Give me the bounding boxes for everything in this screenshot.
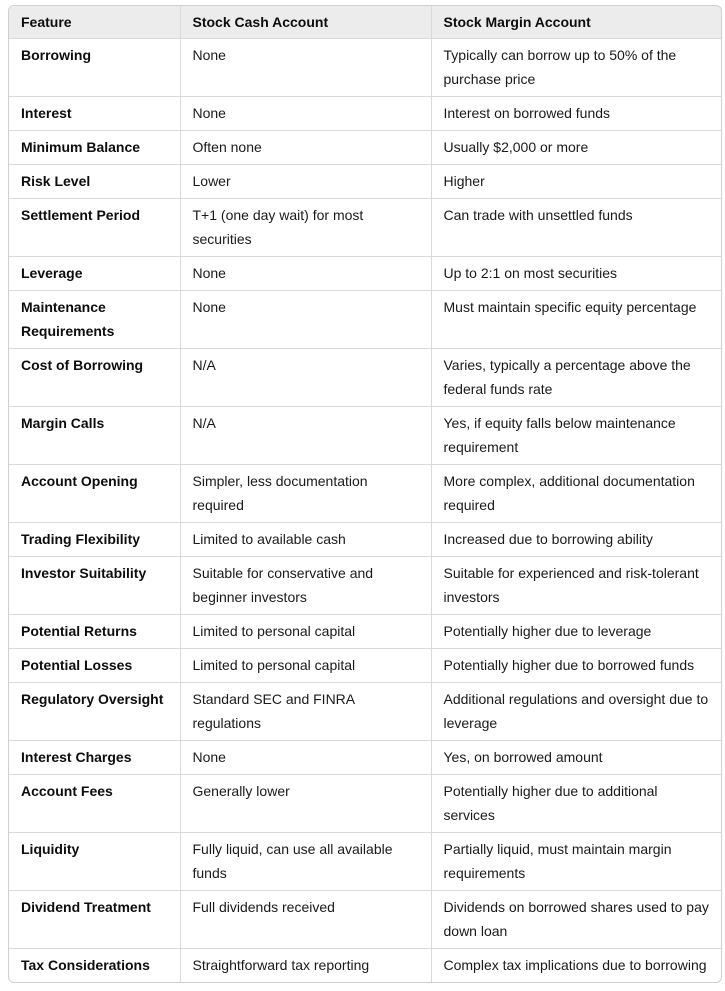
feature-cell: Tax Considerations bbox=[9, 949, 180, 983]
feature-cell: Cost of Borrowing bbox=[9, 349, 180, 407]
margin-account-cell: Usually $2,000 or more bbox=[431, 131, 721, 165]
cash-account-cell: None bbox=[180, 39, 431, 97]
table-row bbox=[9, 891, 721, 949]
table-row bbox=[9, 833, 721, 891]
comparison-table-container bbox=[8, 5, 722, 983]
margin-account-cell: Higher bbox=[431, 165, 721, 199]
margin-account-cell: Additional regulations and oversight due to leverage bbox=[431, 683, 721, 741]
header-cash-account: Stock Cash Account bbox=[180, 6, 431, 39]
table-row bbox=[9, 291, 721, 349]
margin-account-cell: More complex, additional documentation required bbox=[431, 465, 721, 523]
cash-account-cell: Standard SEC and FINRA regulations bbox=[180, 683, 431, 741]
feature-cell: Interest bbox=[9, 97, 180, 131]
table-row bbox=[9, 257, 721, 291]
header-feature: Feature bbox=[9, 6, 180, 39]
table-row bbox=[9, 523, 721, 557]
margin-account-cell: Potentially higher due to borrowed funds bbox=[431, 649, 721, 683]
feature-cell: Account Fees bbox=[9, 775, 180, 833]
table-row bbox=[9, 349, 721, 407]
feature-cell: Liquidity bbox=[9, 833, 180, 891]
feature-cell: Dividend Treatment bbox=[9, 891, 180, 949]
cash-account-cell: Suitable for conservative and beginner investors bbox=[180, 557, 431, 615]
table-header bbox=[9, 6, 721, 39]
margin-account-cell: Interest on borrowed funds bbox=[431, 97, 721, 131]
cash-account-cell: Simpler, less documentation required bbox=[180, 465, 431, 523]
table-row bbox=[9, 39, 721, 97]
feature-cell: Risk Level bbox=[9, 165, 180, 199]
margin-account-cell: Partially liquid, must maintain margin requirements bbox=[431, 833, 721, 891]
margin-account-cell: Varies, typically a percentage above the federal funds rate bbox=[431, 349, 721, 407]
table-row bbox=[9, 165, 721, 199]
table-row bbox=[9, 741, 721, 775]
table-row bbox=[9, 615, 721, 649]
feature-cell: Leverage bbox=[9, 257, 180, 291]
table-body bbox=[9, 39, 721, 983]
table-row bbox=[9, 97, 721, 131]
feature-cell: Investor Suitability bbox=[9, 557, 180, 615]
margin-account-cell: Potentially higher due to leverage bbox=[431, 615, 721, 649]
table-row bbox=[9, 557, 721, 615]
margin-account-cell: Dividends on borrowed shares used to pay down loan bbox=[431, 891, 721, 949]
cash-account-cell: Fully liquid, can use all available funds bbox=[180, 833, 431, 891]
cash-account-cell: Straightforward tax reporting bbox=[180, 949, 431, 983]
margin-account-cell: Up to 2:1 on most securities bbox=[431, 257, 721, 291]
feature-cell: Potential Returns bbox=[9, 615, 180, 649]
margin-account-cell: Yes, on borrowed amount bbox=[431, 741, 721, 775]
cash-account-cell: None bbox=[180, 291, 431, 349]
feature-cell: Minimum Balance bbox=[9, 131, 180, 165]
table-row bbox=[9, 949, 721, 983]
margin-account-cell: Must maintain specific equity percentage bbox=[431, 291, 721, 349]
feature-cell: Regulatory Oversight bbox=[9, 683, 180, 741]
header-margin-account: Stock Margin Account bbox=[431, 6, 721, 39]
table-row bbox=[9, 465, 721, 523]
header-row bbox=[9, 6, 721, 39]
cash-account-cell: None bbox=[180, 97, 431, 131]
cash-account-cell: Limited to available cash bbox=[180, 523, 431, 557]
table-row bbox=[9, 775, 721, 833]
cash-account-cell: N/A bbox=[180, 407, 431, 465]
margin-account-cell: Potentially higher due to additional services bbox=[431, 775, 721, 833]
cash-account-cell: Lower bbox=[180, 165, 431, 199]
feature-cell: Settlement Period bbox=[9, 199, 180, 257]
cash-account-cell: Generally lower bbox=[180, 775, 431, 833]
cash-account-cell: Limited to personal capital bbox=[180, 649, 431, 683]
feature-cell: Borrowing bbox=[9, 39, 180, 97]
cash-account-cell: None bbox=[180, 741, 431, 775]
comparison-table bbox=[9, 6, 721, 982]
table-row bbox=[9, 407, 721, 465]
cash-account-cell: T+1 (one day wait) for most securities bbox=[180, 199, 431, 257]
feature-cell: Potential Losses bbox=[9, 649, 180, 683]
cash-account-cell: Full dividends received bbox=[180, 891, 431, 949]
feature-cell: Trading Flexibility bbox=[9, 523, 180, 557]
feature-cell: Interest Charges bbox=[9, 741, 180, 775]
table-row bbox=[9, 131, 721, 165]
cash-account-cell: Often none bbox=[180, 131, 431, 165]
table-row bbox=[9, 683, 721, 741]
margin-account-cell: Yes, if equity falls below maintenance requirement bbox=[431, 407, 721, 465]
margin-account-cell: Suitable for experienced and risk-tolerant investors bbox=[431, 557, 721, 615]
table-row bbox=[9, 649, 721, 683]
feature-cell: Maintenance Requirements bbox=[9, 291, 180, 349]
cash-account-cell: None bbox=[180, 257, 431, 291]
feature-cell: Account Opening bbox=[9, 465, 180, 523]
margin-account-cell: Increased due to borrowing ability bbox=[431, 523, 721, 557]
cash-account-cell: N/A bbox=[180, 349, 431, 407]
margin-account-cell: Complex tax implications due to borrowing bbox=[443, 957, 707, 973]
feature-cell: Margin Calls bbox=[9, 407, 180, 465]
margin-account-cell: Can trade with unsettled funds bbox=[431, 199, 721, 257]
margin-account-cell: Typically can borrow up to 50% of the purchase price bbox=[431, 39, 721, 97]
table-row bbox=[9, 199, 721, 257]
cash-account-cell: Limited to personal capital bbox=[180, 615, 431, 649]
